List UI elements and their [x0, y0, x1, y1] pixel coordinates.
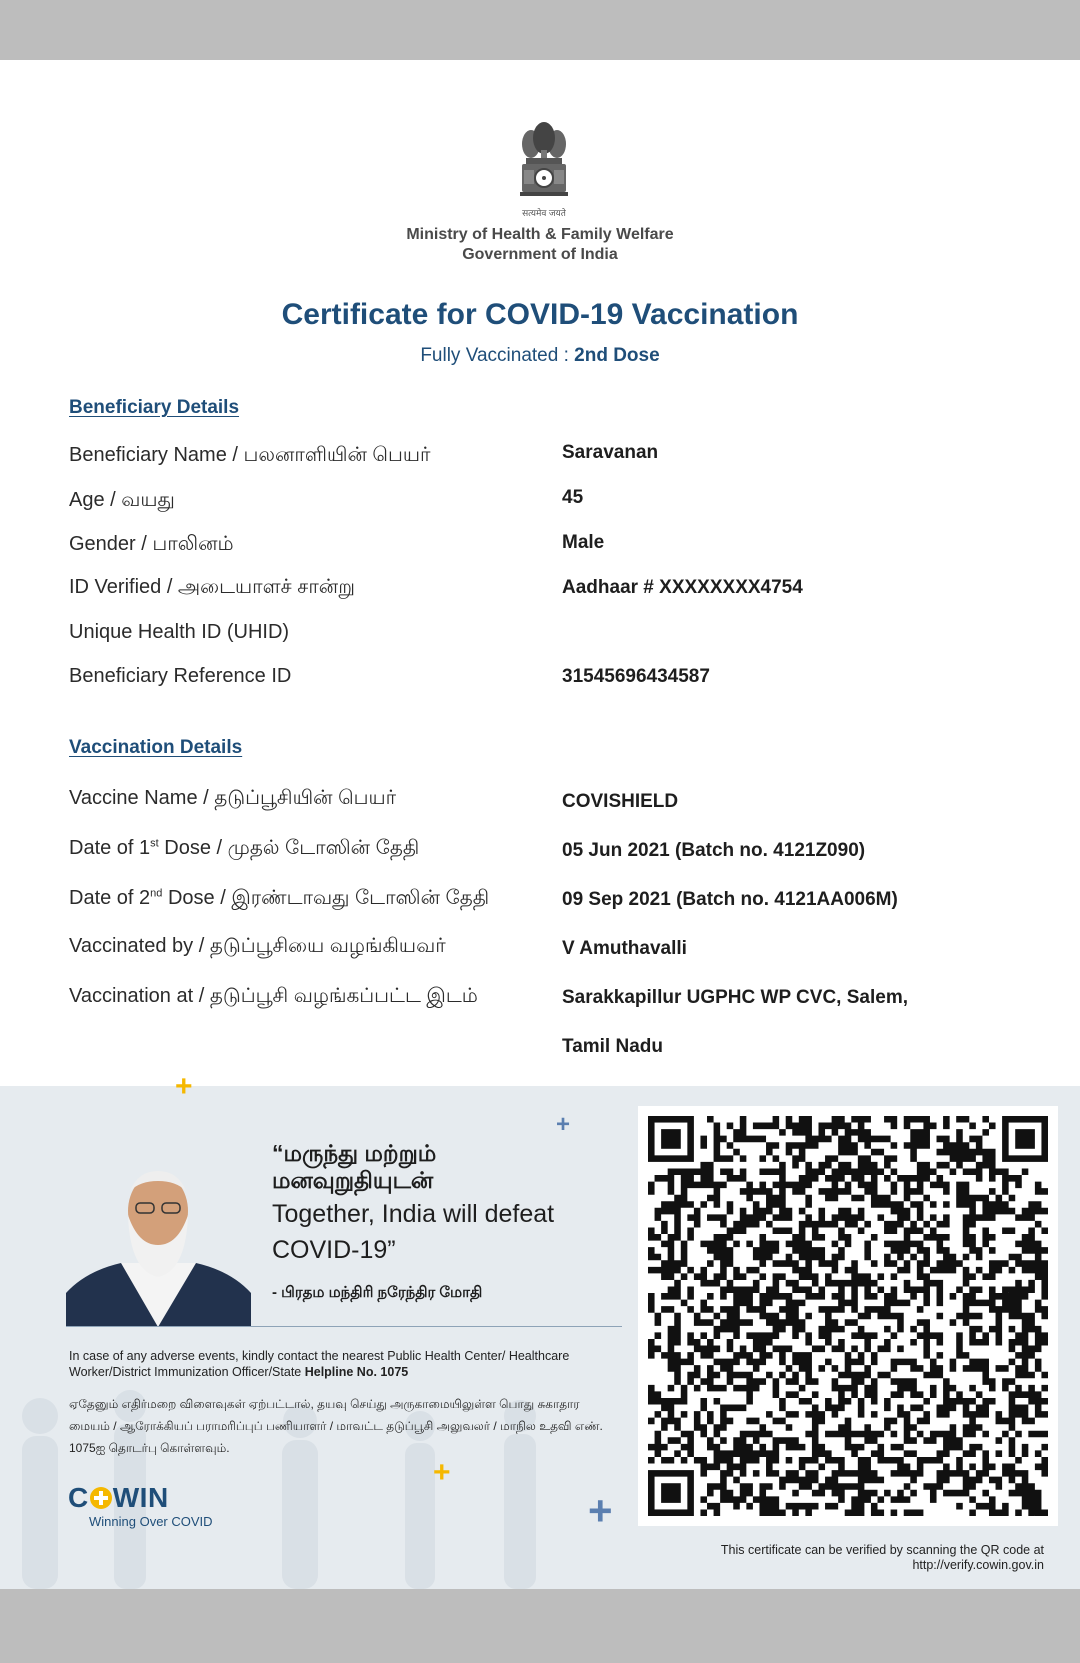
- qr-finder-pattern: [648, 1470, 694, 1516]
- dose2-date-value: 09 Sep 2021 (Batch no. 4121AA006M): [562, 889, 898, 910]
- national-emblem: [510, 60, 578, 220]
- dose1-label-post: Dose / முதல் டோஸின் தேதி: [158, 837, 420, 859]
- cowin-tagline: Winning Over COVID: [89, 1514, 213, 1529]
- plus-decor-icon: +: [175, 1070, 193, 1103]
- vaccinated-at-value-line1: Sarakkapillur UGPHC WP CVC, Salem,: [562, 987, 908, 1008]
- beneficiary-name-label: Beneficiary Name / பலனாளியின் பெயர்: [69, 444, 431, 466]
- dose1-label-pre: Date of 1: [69, 837, 151, 859]
- uhid-label: Unique Health ID (UHID): [69, 621, 290, 643]
- reference-id-label: Beneficiary Reference ID: [69, 665, 292, 687]
- notice-english-text: In case of any adverse events, kindly contact the nearest Public Health Center/ Healthcare Worker/District Immunization Officer/State: [69, 1349, 570, 1379]
- verify-line-2: http://verify.cowin.gov.in: [912, 1558, 1044, 1572]
- vaccine-name-label: Vaccine Name / தடுப்பூசியின் பெயர்: [69, 787, 397, 809]
- footer-divider: [66, 1326, 622, 1327]
- ministry-name: [340, 225, 740, 265]
- gender-label: Gender / பாலினம்: [69, 533, 234, 555]
- cowin-logo: [68, 1482, 169, 1514]
- age-value: 45: [562, 487, 584, 508]
- vaccinated-by-value: V Amuthavalli: [562, 938, 687, 959]
- dose2-label-pre: Date of 2: [69, 887, 151, 909]
- adverse-event-notice-tamil: ஏதேனும் எதிர்மறை விளைவுகள் ஏற்பட்டால், தயவு செய்து அருகாமையிலுள்ள பொது சுகாதார மையம் / ஆரோக்கியப் பராமரிப்புப் பணியாளர் / மாவட்ட தடுப்பூசி அலுவலர் / மாநில உதவி எண். 1075ஐ தொடர்பு கொள்ளவும்.: [69, 1397, 603, 1455]
- lion-capital-icon: [510, 60, 578, 220]
- bottom-margin-bar: [0, 1589, 1080, 1663]
- dose1-date-value: 05 Jun 2021 (Batch no. 4121Z090): [562, 840, 866, 861]
- plus-decor-icon: +: [588, 1487, 613, 1534]
- verification-qr-code[interactable]: [638, 1106, 1058, 1526]
- adverse-event-notice-english: [69, 1348, 609, 1380]
- qr-code-icon: [648, 1116, 1048, 1516]
- qr-modules: [648, 1116, 1048, 1516]
- vaccinated-by-label: Vaccinated by / தடுப்பூசியை வழங்கியவர்: [69, 935, 446, 957]
- prime-minister-photo: [66, 1153, 251, 1327]
- top-margin-bar: [0, 0, 1080, 60]
- cowin-plus-icon: [90, 1487, 112, 1509]
- dose2-date-label: [69, 887, 489, 912]
- dose2-label-post: Dose / இரண்டாவது டோஸின் தேதி: [162, 887, 490, 909]
- vaccination-status: [300, 345, 780, 367]
- vaccination-details-heading: Vaccination Details: [69, 737, 243, 758]
- plus-decor-icon: +: [556, 1111, 571, 1138]
- ministry-line: Ministry of Health & Family Welfare: [406, 226, 674, 243]
- dose1-label-sup: st: [150, 837, 159, 850]
- age-label: Age / வயது: [69, 489, 175, 511]
- beneficiary-name-value: Saravanan: [562, 442, 659, 463]
- vaccinated-at-value-line2: Tamil Nadu: [562, 1036, 663, 1057]
- cowin-logo-rest: WIN: [112, 1482, 169, 1513]
- qr-finder-pattern: [1002, 1116, 1048, 1162]
- id-verified-value: Aadhaar # XXXXXXXX4754: [562, 577, 803, 598]
- government-line: Government of India: [462, 246, 618, 263]
- certificate-title: Certificate for COVID-19 Vaccination: [281, 298, 799, 331]
- vaccinated-at-label: Vaccination at / தடுப்பூசி வழங்கப்பட்ட இடம்: [69, 985, 478, 1007]
- status-dose: 2nd Dose: [574, 345, 660, 366]
- plus-decor-icon: +: [433, 1456, 451, 1489]
- cowin-logo-c: C: [68, 1482, 89, 1513]
- quote-tamil: “மருந்து மற்றும் மனவுறுதியுடன்: [272, 1140, 437, 1193]
- portrait-icon: [66, 1153, 251, 1327]
- verification-note: [600, 1543, 1044, 1573]
- beneficiary-details-heading: Beneficiary Details: [69, 397, 240, 418]
- reference-id-value: 31545696434587: [562, 666, 710, 687]
- status-prefix: Fully Vaccinated :: [420, 345, 575, 366]
- vaccine-name-value: COVISHIELD: [562, 791, 679, 812]
- gender-value: Male: [562, 532, 605, 553]
- emblem-motto: सत्यमेव जयते: [522, 208, 566, 218]
- dose1-date-label: [69, 837, 419, 862]
- id-verified-label: ID Verified / அடையாளச் சான்று: [69, 576, 355, 598]
- quote-attribution: - பிரதம மந்திரி நரேந்திர மோதி: [272, 1284, 483, 1301]
- dose2-label-sup: nd: [150, 887, 163, 900]
- qr-finder-pattern: [648, 1116, 694, 1162]
- verify-line-1: This certificate can be verified by scanning the QR code at: [720, 1543, 1044, 1557]
- helpline-number: Helpline No. 1075: [304, 1365, 409, 1379]
- quote-english: Together, India will defeat COVID-19”: [272, 1200, 555, 1264]
